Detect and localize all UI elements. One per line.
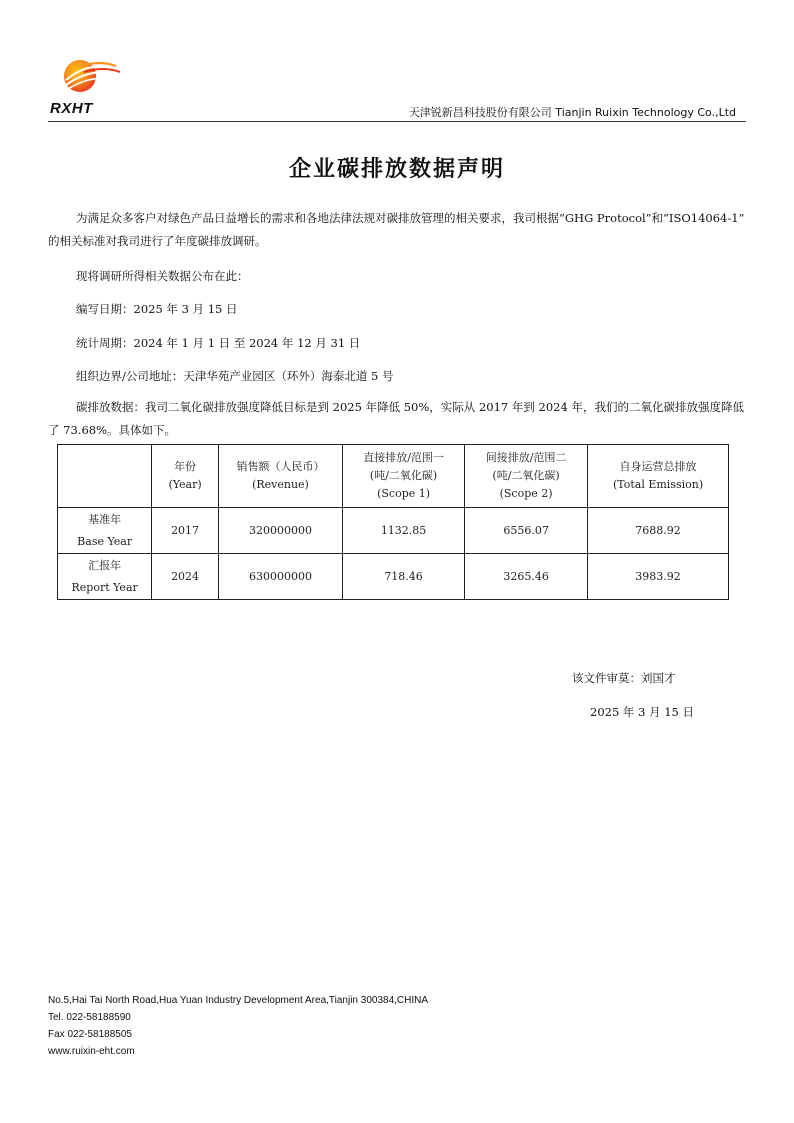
page-footer <box>48 992 428 1060</box>
compile-date: 编写日期：2025 年 3 月 15 日 <box>76 302 238 316</box>
footer-fax: Fax 022-58188505 <box>48 1029 132 1040</box>
reviewer-signature: 该文件审莫：刘国才 <box>572 671 676 685</box>
announce-line: 现将调研所得相关数据公布在此： <box>76 269 249 283</box>
cell-year: 2017 <box>152 508 219 554</box>
table-header-revenue: 销售额（人民币） (Revenue) <box>218 445 342 508</box>
company-name: 天津锐新昌科技股份有限公司 Tianjin Ruixin Technology Co.,Ltd <box>408 106 736 119</box>
table-header-total: 自身运营总排放 (Total Emission) <box>588 445 729 508</box>
row-label: 基准年 Base Year <box>58 508 152 554</box>
cell-year: 2024 <box>152 554 219 600</box>
organization-boundary: 组织边界/公司地址：天津华苑产业园区（环外）海泰北道 5 号 <box>76 369 394 383</box>
emission-paragraph: 碳排放数据：我司二氧化碳排放强度降低目标是到 2025 年降低 50%，实际从 2017 年到 2024 年，我们的二氧化碳排放强度降低了 73.68%。具体如下。 <box>48 400 744 437</box>
table-row <box>58 508 729 554</box>
table-row <box>58 554 729 600</box>
cell-scope1: 1132.85 <box>343 508 465 554</box>
row-label: 汇报年 Report Year <box>58 554 152 600</box>
table-header-row <box>58 445 729 508</box>
table-header-blank <box>58 445 152 508</box>
footer-address: No.5,Hai Tai North Road,Hua Yuan Industry Development Area,Tianjin 300384,CHINA <box>48 995 429 1006</box>
header-divider <box>48 121 746 122</box>
footer-tel: Tel. 022-58188590 <box>48 1012 131 1023</box>
cell-total: 3983.92 <box>588 554 729 600</box>
intro-paragraph: 为满足众多客户对绿色产品日益增长的需求和各地法律法规对碳排放管理的相关要求，我司根据“GHG Protocol”和“ISO14064-1” 的相关标准对我司进行了年度碳排放调研。 <box>48 211 745 248</box>
logo-text: RXHT <box>50 100 93 117</box>
cell-revenue: 320000000 <box>218 508 342 554</box>
page-title: 企业碳排放数据声明 <box>288 157 505 182</box>
cell-scope2: 6556.07 <box>465 508 588 554</box>
table-header-scope2: 间接排放/范围二 (吨/二氧化碳) (Scope 2) <box>465 445 588 508</box>
table-header-year: 年份 (Year) <box>152 445 219 508</box>
statistics-period: 统计周期：2024 年 1 月 1 日 至 2024 年 12 月 31 日 <box>76 336 361 350</box>
cell-total: 7688.92 <box>588 508 729 554</box>
footer-website-link[interactable]: www.ruixin-eht.com <box>48 1046 135 1057</box>
emission-table <box>57 444 729 600</box>
signature-date: 2025 年 3 月 15 日 <box>590 705 694 719</box>
cell-scope1: 718.46 <box>343 554 465 600</box>
cell-revenue: 630000000 <box>218 554 342 600</box>
cell-scope2: 3265.46 <box>465 554 588 600</box>
table-header-scope1: 直接排放/范围一 (吨/二氧化碳) (Scope 1) <box>343 445 465 508</box>
